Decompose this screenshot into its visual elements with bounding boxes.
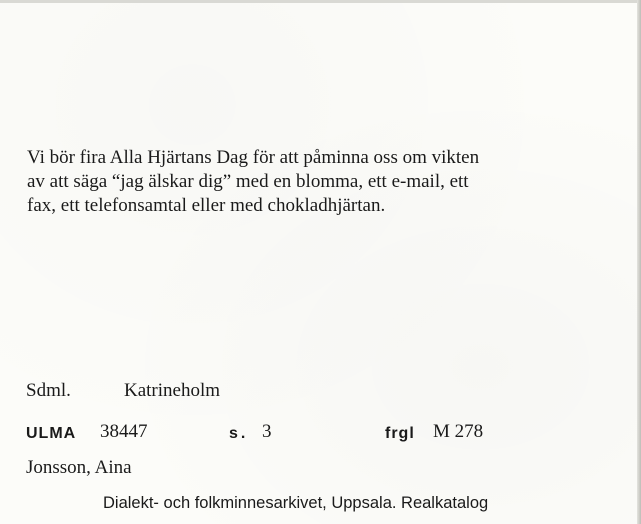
page-number: 3 bbox=[262, 421, 272, 442]
archive-number: 38447 bbox=[100, 421, 148, 442]
body-line-2: av att säga “jag älskar dig” med en blomma, ett e-mail, ett bbox=[27, 171, 469, 192]
question-label: frgl bbox=[385, 425, 415, 442]
province-label: Sdml. bbox=[26, 380, 71, 401]
card-top-edge bbox=[0, 0, 641, 3]
place-name: Katrineholm bbox=[124, 380, 221, 401]
card-right-edge bbox=[637, 0, 641, 524]
body-line-3: fax, ett telefonsamtal eller med chokladhjärtan. bbox=[27, 195, 386, 216]
page-label: s. bbox=[229, 425, 249, 442]
archive-label: ULMA bbox=[26, 425, 77, 442]
body-line-1: Vi bör fira Alla Hjärtans Dag för att påminna oss om vikten bbox=[27, 147, 480, 168]
card-body-text bbox=[27, 146, 607, 218]
informant-name: Jonsson, Aina bbox=[26, 457, 132, 478]
question-number: M 278 bbox=[433, 421, 484, 442]
archive-footer: Dialekt- och folkminnesarkivet, Uppsala. Realkatalog bbox=[103, 494, 489, 512]
